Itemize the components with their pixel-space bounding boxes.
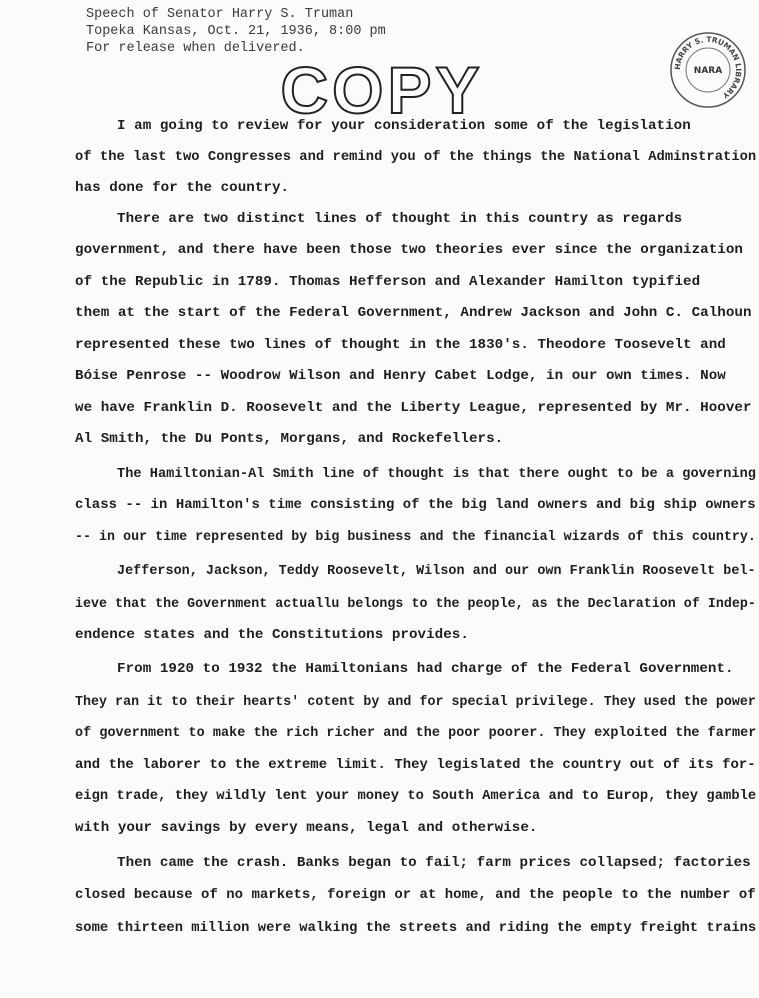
text-line: The Hamiltonian-Al Smith line of thought is that there ought to be a governing <box>117 466 756 482</box>
text-line: class -- in Hamilton's time consisting of the big land owners and big ship owners <box>75 497 756 513</box>
text-line: From 1920 to 1932 the Hamiltonians had charge of the Federal Government. <box>117 661 734 677</box>
copy-stamp-text: COPY <box>280 62 484 120</box>
text-line: represented these two lines of thought in the 1830's. Theodore Toosevelt and <box>75 337 726 353</box>
text-line: Jefferson, Jackson, Teddy Roosevelt, Wilson and our own Franklin Roosevelt bel- <box>117 563 756 579</box>
seal-ring-text: HARRY S. TRUMAN LIBRARY <box>672 34 744 101</box>
seal-center-text: NARA <box>693 66 723 76</box>
text-line: government, and there have been those two theories ever since the organization <box>75 242 743 258</box>
header-speaker: Speech of Senator Harry S. Truman <box>86 7 354 22</box>
text-line: Then came the crash. Banks began to fail; farm prices collapsed; factories <box>117 855 751 871</box>
text-line: eign trade, they wildly lent your money to South America and to Europ, they gamble <box>75 788 757 804</box>
text-line: There are two distinct lines of thought in this country as regards <box>117 211 683 227</box>
text-line: -- in our time represented by big business and the financial wizards of this country. <box>75 529 756 545</box>
text-line: them at the start of the Federal Government, Andrew Jackson and John C. Calhoun <box>75 305 752 321</box>
text-line: closed because of no markets, foreign or at home, and the people to the number of <box>75 887 756 903</box>
text-line: some thirteen million were walking the streets and riding the empty freight trains <box>75 920 757 936</box>
text-line: Bóise Penrose -- Woodrow Wilson and Henry Cabet Lodge, in our own times. Now <box>75 368 726 384</box>
text-line: with your savings by every means, legal and otherwise. <box>75 820 538 836</box>
text-line: endence states and the Constitutions provides. <box>75 627 469 643</box>
text-line: of the Republic in 1789. Thomas Hefferson and Alexander Hamilton typified <box>75 274 701 290</box>
text-line: has done for the country. <box>75 180 290 196</box>
header-release-note: For release when delivered. <box>86 41 305 56</box>
text-line: of government to make the rich richer and the poor poorer. They exploited the farmer <box>75 725 757 741</box>
text-line: They ran it to their hearts' cotent by and for special privilege. They used the power <box>75 694 756 710</box>
text-line: we have Franklin D. Roosevelt and the Liberty League, represented by Mr. Hoover <box>75 400 752 416</box>
text-line: of the last two Congresses and remind you of the things the National Adminstration <box>75 149 757 165</box>
text-line: I am going to review for your consideration some of the legislation <box>117 118 691 134</box>
text-line: Al Smith, the Du Ponts, Morgans, and Rockefellers. <box>75 431 504 447</box>
text-line: and the laborer to the extreme limit. They legislated the country out of its for- <box>75 757 756 773</box>
header-place-date: Topeka Kansas, Oct. 21, 1936, 8:00 pm <box>86 24 386 39</box>
text-line: ieve that the Government actuallu belongs to the people, as the Declaration of Indep- <box>75 596 756 612</box>
